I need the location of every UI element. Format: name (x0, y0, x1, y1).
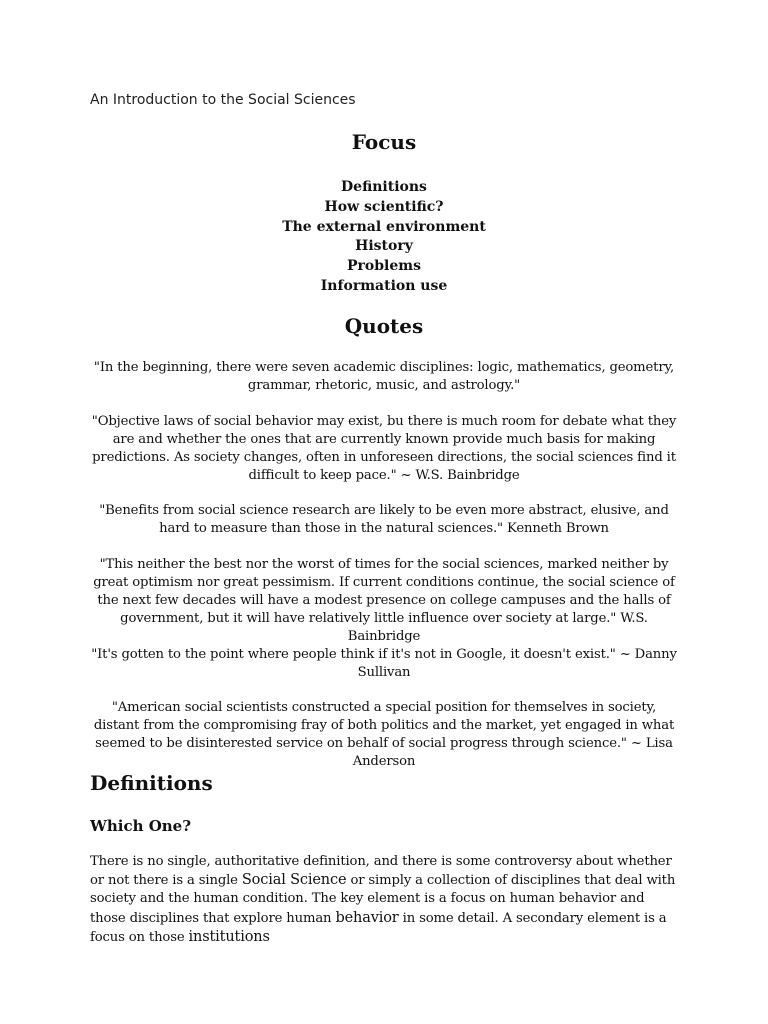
focus-list (0, 178, 768, 297)
document-title: An Introduction to the Social Sciences (90, 92, 356, 108)
focus-item: Problems (347, 258, 421, 275)
focus-item: History (355, 238, 413, 255)
quote-block: "It's gotten to the point where people think if it's not in Google, it doesn't exist." ~ Danny Sullivan (91, 647, 677, 680)
para-text: in some detail. A secondary element is a focus on those (90, 910, 667, 945)
quote-block: "Benefits from social science research are likely to be even more abstract, elusive, and hard to measure than those in the natural sciences." Kenneth Brown (99, 503, 669, 536)
quotes-heading: Quotes (344, 314, 424, 338)
focus-heading: Focus (351, 130, 417, 154)
quote-block: "American social scientists constructed a special position for themselves in society, distant from the compromising fray of both politics and the market, yet engaged in what seemed to be disinterested service on behalf of social progress through science." ~ Lisa Anderson (93, 700, 675, 769)
focus-item: Information use (320, 277, 448, 294)
para-text: institutions (188, 928, 270, 945)
para-text: behavior (335, 909, 399, 926)
definitions-heading: Definitions (90, 771, 213, 795)
quote-block: "In the beginning, there were seven academic disciplines: logic, mathematics, geometry, grammar, rhetoric, music, and astrology." (93, 360, 675, 393)
definitions-paragraph (90, 853, 680, 947)
focus-item: The external environment (282, 218, 486, 235)
which-one-subheading: Which One? (90, 817, 192, 835)
para-text: Social Science (241, 872, 347, 889)
para-text: or simply a collection of disciplines that deal with society and the human condition. The key element is a focus on human behavior and those disciplines that explore human (90, 873, 676, 926)
focus-item: Definitions (341, 179, 427, 195)
quote-block: "Objective laws of social behavior may exist, bu there is much room for debate what they are and whether the ones that are currently known provide much basis for making predictions. As society changes, often in unforeseen directions, the social sciences find it difficult to keep pace." ~ W.S. Bainbridge (91, 414, 677, 483)
quote-block: "This neither the best nor the worst of times for the social sciences, marked neither by great optimism nor great pessimism. If current conditions continue, the social science of the next few decades will have a modest presence on college campuses and the halls of government, but it will have relatively little influence over society at large." W.S. Bainbridge (93, 557, 675, 644)
para-text: There is no single, authoritative definition, and there is some controversy about whether or not there is a single (90, 854, 672, 889)
focus-item: How scientific? (324, 198, 444, 215)
